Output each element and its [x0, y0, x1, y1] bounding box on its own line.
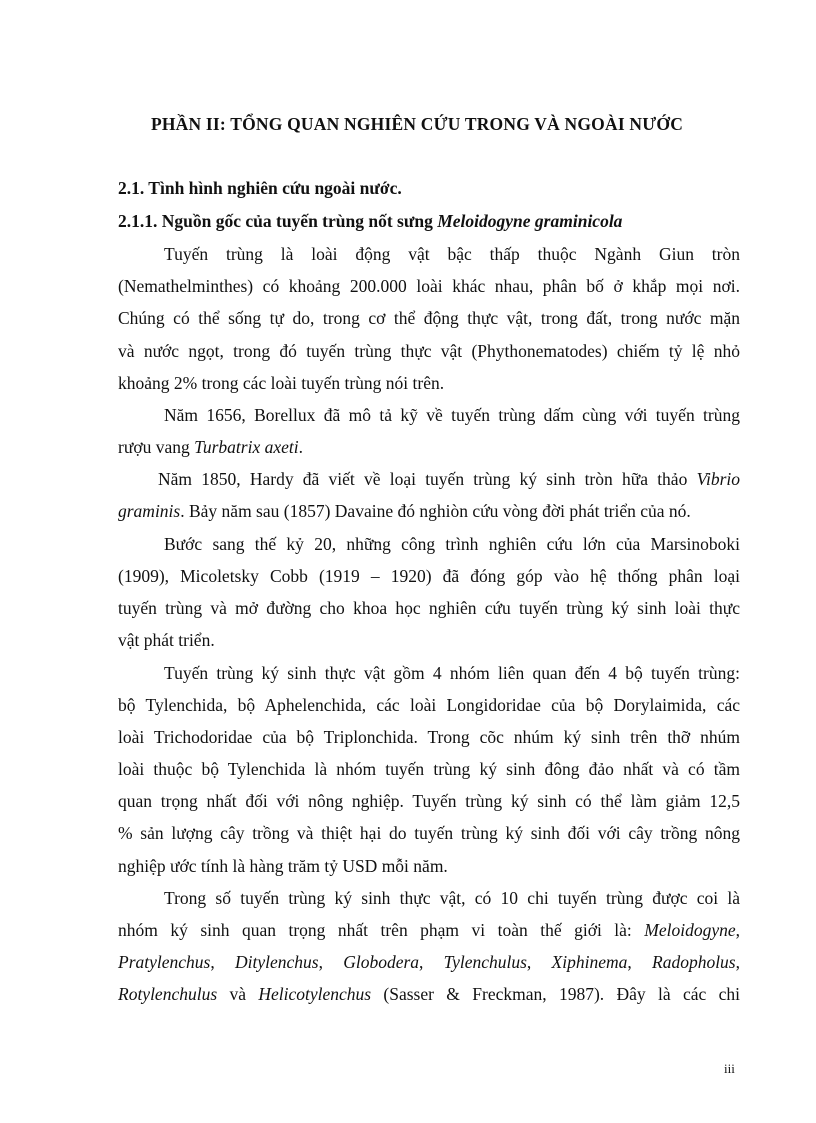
paragraph-line: loài Trichodoridae của bộ Triplonchida. Trong cõc nhúm ký sinh trên thỡ nhúm	[118, 727, 740, 747]
page-number: iii	[724, 1061, 735, 1076]
paragraph-line: khoảng 2% trong các loài tuyến trùng nói trên.	[118, 373, 445, 393]
paragraph-line: vật phát triển.	[118, 630, 215, 650]
paragraph-line: nghiệp ước tính là hàng trăm tỷ USD mỗi năm.	[118, 856, 448, 876]
paragraph-line: Trong số tuyến trùng ký sinh thực vật, có 10 chi tuyến trùng được coi là	[164, 888, 740, 908]
paragraph-line: bộ Tylenchida, bộ Aphelenchida, các loài Longidoridae của bộ Dorylaimida, các	[118, 695, 740, 715]
paragraph-line: Năm 1656, Borellux đã mô tả kỹ về tuyến trùng dấm cùng với tuyến trùng	[164, 405, 740, 425]
paragraph-line: loài thuộc bộ Tylenchida là nhóm tuyến trùng ký sinh đông đảo nhất và có tầm	[118, 759, 740, 779]
paragraph-line: nhóm ký sinh quan trọng nhất trên phạm vi toàn thế giới là: Meloidogyne,	[118, 920, 740, 940]
paragraph-line: % sản lượng cây trồng và thiệt hại do tuyến trùng ký sinh đối với cây trồng nông	[118, 823, 740, 843]
paragraph-line: (1909), Micoletsky Cobb (1919 – 1920) đã đóng góp vào hệ thống phân loại	[118, 566, 740, 586]
paragraph-line: tuyến trùng và mở đường cho khoa học nghiên cứu tuyến trùng ký sinh loài thực	[118, 598, 740, 618]
paragraph-line: và nước ngọt, trong đó tuyến trùng thực vật (Phythonematodes) chiếm tỷ lệ nhỏ	[118, 341, 740, 361]
paragraph-line: Pratylenchus, Ditylenchus, Globodera, Tylenchulus, Xiphinema, Radopholus,	[118, 952, 740, 972]
paragraph-line: rượu vang Turbatrix axeti.	[118, 437, 303, 457]
paragraph-line: Rotylenchulus và Helicotylenchus (Sasser & Freckman, 1987). Đây là các chi	[118, 984, 740, 1004]
section-heading: 2.1. Tình hình nghiên cứu ngoài nước.	[118, 178, 402, 198]
paragraph-line: (Nemathelminthes) có khoảng 200.000 loài khác nhau, phân bố ở khắp mọi nơi.	[118, 276, 740, 296]
paragraph-line: Chúng có thể sống tự do, trong cơ thể động thực vật, trong đất, trong nước mặn	[118, 308, 740, 328]
paragraph-line: Tuyến trùng là loài động vật bậc thấp thuộc Ngành Giun tròn	[164, 244, 740, 264]
page-title: PHẦN II: TỔNG QUAN NGHIÊN CỨU TRONG VÀ NGOÀI NƯỚC	[150, 114, 684, 134]
paragraph-line: Năm 1850, Hardy đã viết về loại tuyến trùng ký sinh tròn hữa thảo Vibrio	[158, 469, 740, 489]
paragraph-line: quan trọng nhất đối với nông nghiệp. Tuyến trùng ký sinh có thể làm giảm 12,5	[118, 791, 740, 811]
subsection-heading: 2.1.1. Nguồn gốc của tuyến trùng nốt sưng Meloidogyne graminicola	[118, 211, 623, 231]
paragraph-line: graminis. Bảy năm sau (1857) Davaine đó nghiòn cứu vòng đời phát triển của nó.	[118, 501, 691, 521]
paragraph-line: Tuyến trùng ký sinh thực vật gồm 4 nhóm liên quan đến 4 bộ tuyến trùng:	[164, 663, 740, 683]
paragraph-line: Bước sang thế kỷ 20, những công trình nghiên cứu lớn của Marsinoboki	[164, 534, 740, 554]
